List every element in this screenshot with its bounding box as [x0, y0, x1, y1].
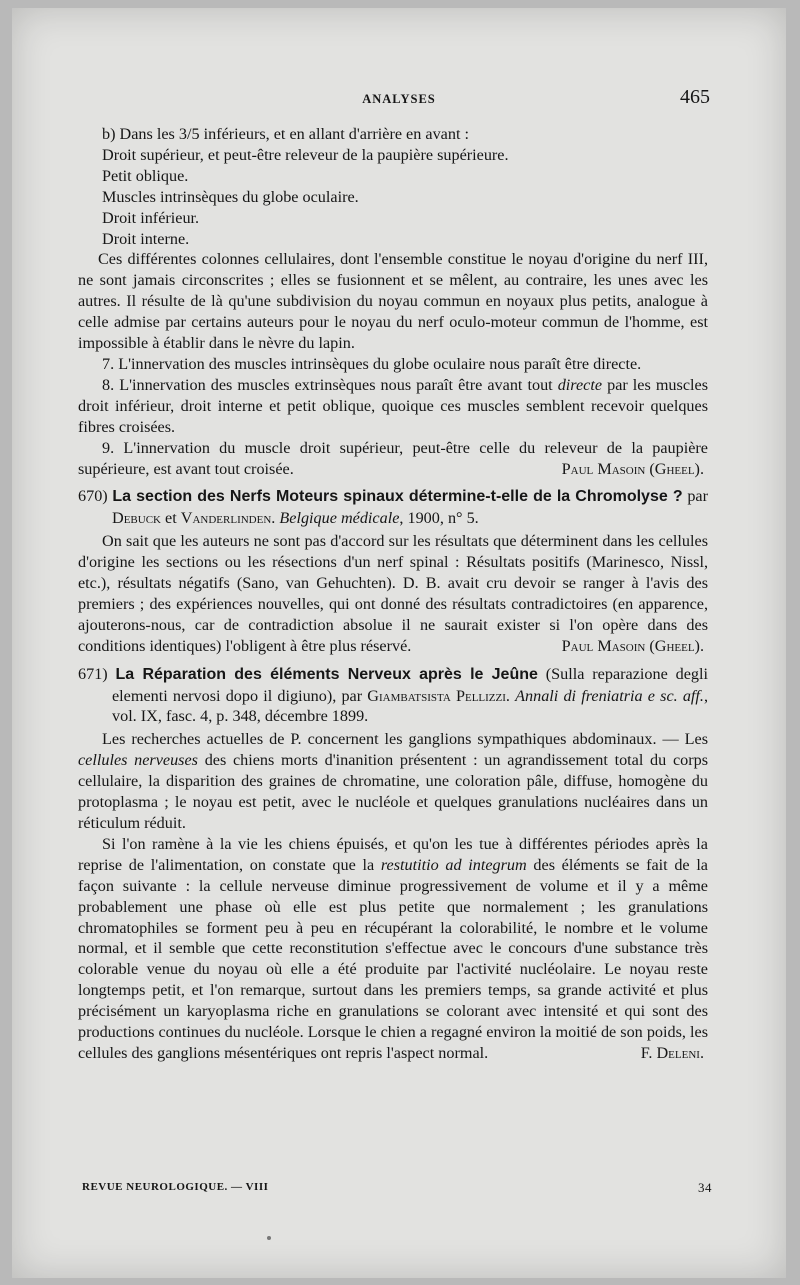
entry-671-heading — [78, 664, 708, 728]
entry-670-body — [78, 531, 708, 656]
entry-author: Debuck — [112, 509, 161, 528]
paragraph-emphasis: restutitio ad integrum — [380, 855, 527, 874]
entry-dot: . — [505, 686, 516, 705]
entry-671-paragraph-1 — [78, 729, 708, 834]
point-9 — [78, 438, 708, 480]
footer-sheet-number: 34 — [698, 1180, 712, 1195]
point-8-emphasis: directe — [557, 375, 603, 394]
entry-by: par — [682, 487, 709, 506]
paragraph-text-end: des chiens morts d'inanition présentent : un agrandissement total du corps cellulaire, la disparition des graines de chromatine, une coloration pâle, diffuse, homogène du protoplasma ; le noyau est petit, avec le nucléole et quelques granulations nucléaires dans un réticulum réduit. — [78, 751, 709, 832]
list-item: Droit inférieur. — [102, 208, 200, 227]
point-8-text: 8. L'innervation des muscles extrinsèques nous paraît être avant tout — [102, 375, 558, 394]
entry-title: La section des Nerfs Moteurs spinaux détermine-t-elle de la Chromolyse ? — [112, 488, 683, 506]
paragraph-text: Les recherches actuelles de P. concernent les ganglions sympathiques abdominaux. — Les — [102, 730, 708, 749]
signature: Paul Masoin (Gheel). — [561, 636, 704, 655]
entry-670-heading — [78, 486, 708, 529]
entry-details: , vol. IX, fasc. 4, p. 348, décembre 1899. — [112, 686, 709, 726]
paragraph-text: Si l'on ramène à la vie les chiens épuisés, et qu'on les tue à différentes périodes après la reprise de l'alimentation, on constate que la — [78, 834, 708, 874]
entry-subtitle: (Sulla reparazione degli elementi nervosi dopo il digiuno), par — [112, 664, 708, 705]
list-item: Muscles intrinsèques du globe oculaire. — [102, 187, 359, 206]
entry-details: , 1900, n° 5. — [399, 509, 479, 528]
entry-dot: . — [271, 509, 280, 528]
point-9-text: 9. L'innervation du muscle droit supérieur, peut-être celle du releveur de la paupière supérieure, est avant tout croisée. — [78, 438, 708, 478]
entry-title: La Réparation des éléments Nerveux après le Jeûne — [115, 665, 538, 683]
entry-number: 670) — [78, 487, 108, 506]
paragraph: Ces différentes colonnes cellulaires, dont l'ensemble constitue le noyau d'origine du nerf III, ne sont jamais circonscrites ; elles se fusionnent et se mêlent, au contraire, les unes avec les autres. Il résulte de là qu'une subdivision du noyau commun en noyaux plus petits, analogue à celle admise par certains auteurs pour le noyau du nerf oculo-moteur commun de l'homme, est impossible à établir dans le nèvre du lapin. — [78, 250, 708, 353]
page-footer — [82, 1181, 716, 1197]
entry-671-paragraph-2 — [78, 834, 708, 1064]
page-number: 465 — [680, 86, 710, 108]
subsection-b: b) Dans les 3/5 inférieurs, et en allant d'arrière en avant : — [102, 125, 469, 143]
paragraph-text-end: des éléments se fait de la façon suivante : la cellule nerveuse diminue progressivement de volume et il y a même probablement une phase où elle est plus petite que normalement ; les granulations chromatophiles se forment peu à peu en récupérant la colorabilité, le nombre et le volume normal, et il semble que cette reconstitution s'effectue avec le concours d'une substance très colorable venue du noyau où elle a été produite par l'activité nucléolaire. Le noyau reste longtemps petit, et l'on remarque, surtout dans les premiers temps, sa grande activité et plus précisément un karyoplasma riche en granulations se colorant avec intensité et qui sont des productions continues du nucléole. Lorsque le chien a regagné environ la moitié de son poids, les cellules des ganglions mésentériques ont repris l'aspect normal. — [78, 855, 708, 1062]
running-title: ANALYSES — [362, 92, 436, 106]
entry-body-text: On sait que les auteurs ne sont pas d'accord sur les résultats que déterminent dans les cellules d'origine les sections ou les résections d'un nerf spinal : Résultats positifs (Marinesco, Nissl, etc.), résultats négatifs (Sano, van Gehuchten). D. B. avait cru devoir se ranger à l'avis des premiers ; des expériences nouvelles, qui ont donné des résultats contradictoires (en apparence, ajouterons-nous, car de contradiction absolue il ne saurait exister si l'on opère dans des conditions identiques) l'obligent à être plus réservé. — [78, 532, 708, 655]
point-7: 7. L'innervation des muscles intrinsèques du globe oculaire nous paraît être directe. — [102, 354, 642, 373]
entry-number: 671) — [78, 664, 108, 683]
list-item: Petit oblique. — [102, 166, 189, 185]
entry-journal: Belgique médicale — [279, 509, 400, 528]
list-item: Droit supérieur, et peut-être releveur de la paupière supérieure. — [102, 145, 509, 164]
ink-speck — [267, 1236, 271, 1240]
article-body — [78, 124, 708, 1064]
entry-and: et — [160, 509, 181, 528]
entry-author: Vanderlinden — [180, 509, 272, 528]
list-item: Droit interne. — [102, 229, 190, 248]
paragraph-emphasis: cellules nerveuses — [78, 751, 198, 770]
signature: F. Deleni. — [640, 1043, 704, 1062]
signature: Paul Masoin (Gheel). — [561, 459, 704, 478]
point-8-text-end: par les muscles droit inférieur, droit interne et petit oblique, quoique ces muscles semblent recevoir quelques fibres croisées. — [78, 375, 708, 436]
entry-journal: Annali di freniatria e sc. aff. — [515, 686, 704, 705]
page — [12, 8, 786, 1278]
entry-author: Giambatsista Pellizzi — [367, 686, 506, 705]
page-header — [12, 88, 786, 116]
footer-journal: REVUE NEUROLOGIQUE. — VIII — [82, 1181, 269, 1193]
point-8 — [78, 375, 708, 438]
